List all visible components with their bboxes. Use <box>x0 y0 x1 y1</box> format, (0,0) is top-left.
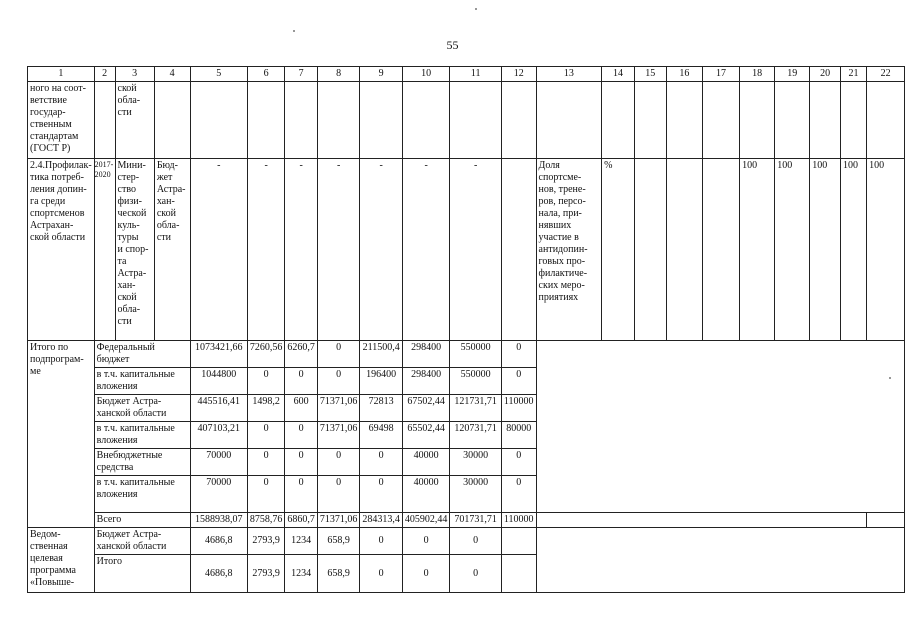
page-number: 55 <box>446 38 459 52</box>
amount-cell: 0 <box>501 341 536 368</box>
table-cell <box>402 82 450 159</box>
continuation-row <box>28 82 905 159</box>
funding-label-cell: в т.ч. капитальные вложения <box>94 368 190 395</box>
amount-cell: 284313,4 <box>360 513 403 528</box>
unit-cell: % <box>602 159 635 341</box>
amount-cell: 0 <box>402 555 450 593</box>
amount-cell: 1073421,66 <box>190 341 247 368</box>
column-header: 20 <box>810 67 841 82</box>
amount-cell: 7260,56 <box>247 341 285 368</box>
column-header: 8 <box>317 67 360 82</box>
table-cell <box>702 82 739 159</box>
amount-cell: 30000 <box>450 449 501 476</box>
measure-row-2-4 <box>28 159 905 341</box>
amount-cell: 0 <box>317 368 360 395</box>
amount-cell: 0 <box>360 449 403 476</box>
amount-cell: 0 <box>247 422 285 449</box>
amount-cell: 405902,44 <box>402 513 450 528</box>
vcp-row <box>28 528 905 555</box>
amount-cell: 298400 <box>402 368 450 395</box>
amount-cell: 0 <box>450 555 501 593</box>
amount-cell: 0 <box>317 449 360 476</box>
amount-cell: 0 <box>360 476 403 513</box>
dash-cell: - <box>285 159 318 341</box>
dash-cell: - <box>190 159 247 341</box>
column-header: 16 <box>666 67 702 82</box>
table-cell <box>154 82 190 159</box>
target-value-cell: 100 <box>840 159 866 341</box>
column-header: 9 <box>360 67 403 82</box>
amount-cell: 4686,8 <box>190 555 247 593</box>
table-cell <box>360 82 403 159</box>
amount-cell: 550000 <box>450 341 501 368</box>
amount-cell: 0 <box>402 528 450 555</box>
table-cell <box>634 159 666 341</box>
table-cell <box>501 82 536 159</box>
column-header: 18 <box>740 67 775 82</box>
column-header: 17 <box>702 67 739 82</box>
amount-cell: 407103,21 <box>190 422 247 449</box>
indicator-name-cell: Доля спортсме- нов, трене- ров, персо- нала, при- нявших участие в антидопин- говых про- филактиче- ских меро- приятиях <box>536 159 602 341</box>
scan-speck <box>475 8 477 10</box>
target-value-cell: 100 <box>740 159 775 341</box>
amount-cell: 120731,71 <box>450 422 501 449</box>
amount-cell: 0 <box>285 368 318 395</box>
column-header: 12 <box>501 67 536 82</box>
amount-cell: 30000 <box>450 476 501 513</box>
blank-area <box>536 528 904 593</box>
column-header: 6 <box>247 67 285 82</box>
amount-cell: 0 <box>360 528 403 555</box>
column-header: 21 <box>840 67 866 82</box>
funding-source-cell: Бюд- жет Астра- хан- ской обла- сти <box>154 159 190 341</box>
amount-cell: 658,9 <box>317 528 360 555</box>
dash-cell: - <box>402 159 450 341</box>
scan-speck <box>293 30 295 32</box>
amount-cell: 600 <box>285 395 318 422</box>
amount-cell: 0 <box>501 449 536 476</box>
vcp-label: Ведом- ственная целевая программа «Повыше- <box>28 528 95 593</box>
table-cell <box>317 82 360 159</box>
table-cell <box>666 82 702 159</box>
dash-cell: - <box>450 159 501 341</box>
header-row <box>28 67 905 82</box>
amount-cell: 2793,9 <box>247 528 285 555</box>
dash-cell: - <box>247 159 285 341</box>
amount-cell: 40000 <box>402 449 450 476</box>
table-cell <box>94 82 115 159</box>
amount-cell: 0 <box>285 476 318 513</box>
table-cell <box>247 82 285 159</box>
column-header: 13 <box>536 67 602 82</box>
funding-label-cell: Внебюджетные средства <box>94 449 190 476</box>
amount-cell: 298400 <box>402 341 450 368</box>
column-header: 11 <box>450 67 501 82</box>
target-value-cell: 100 <box>867 159 905 341</box>
column-header: 4 <box>154 67 190 82</box>
amount-cell: 70000 <box>190 476 247 513</box>
table-cell <box>536 82 602 159</box>
empty-cell <box>285 82 318 159</box>
subprogram-total-label: Итого по подпрограм- ме <box>28 341 95 528</box>
amount-cell: 658,9 <box>317 555 360 593</box>
subprogram-row <box>28 513 905 528</box>
dash-cell: - <box>360 159 403 341</box>
table-cell <box>602 82 635 159</box>
amount-cell: 0 <box>247 368 285 395</box>
executor-cell: ской обла- сти <box>115 82 154 159</box>
column-header: 7 <box>285 67 318 82</box>
program-table <box>27 66 905 593</box>
amount-cell: 1234 <box>285 528 318 555</box>
amount-cell: 6260,7 <box>285 341 318 368</box>
amount-cell: 69498 <box>360 422 403 449</box>
amount-cell: 0 <box>501 476 536 513</box>
table-cell <box>702 159 739 341</box>
amount-cell: 0 <box>247 449 285 476</box>
amount-cell: 0 <box>317 476 360 513</box>
amount-cell: 1498,2 <box>247 395 285 422</box>
amount-cell: 70000 <box>190 449 247 476</box>
amount-cell: 0 <box>317 341 360 368</box>
amount-cell: 550000 <box>450 368 501 395</box>
funding-label-cell: в т.ч. капитальные вложения <box>94 422 190 449</box>
target-value-cell: 100 <box>810 159 841 341</box>
amount-cell: 110000 <box>501 513 536 528</box>
amount-cell: 71371,06 <box>317 395 360 422</box>
funding-label-cell: Всего <box>94 513 190 528</box>
column-header: 10 <box>402 67 450 82</box>
column-header: 3 <box>115 67 154 82</box>
table-cell <box>775 82 810 159</box>
funding-label-cell: Итого <box>94 555 190 593</box>
amount-cell: 0 <box>285 449 318 476</box>
funding-label-cell: Бюджет Астра- ханской области <box>94 395 190 422</box>
amount-cell: 65502,44 <box>402 422 450 449</box>
amount-cell: 4686,8 <box>190 528 247 555</box>
target-value-cell: 100 <box>775 159 810 341</box>
amount-cell: 701731,71 <box>450 513 501 528</box>
column-header: 15 <box>634 67 666 82</box>
amount-cell: 72813 <box>360 395 403 422</box>
table-cell <box>634 82 666 159</box>
amount-cell: 0 <box>501 368 536 395</box>
period-cell: 2017- 2020 <box>94 159 115 341</box>
table-cell <box>740 82 775 159</box>
blank-area <box>867 513 905 528</box>
amount-cell: 0 <box>360 555 403 593</box>
amount-cell: 0 <box>247 476 285 513</box>
table-cell <box>810 82 841 159</box>
funding-label-cell: в т.ч. капитальные вложения <box>94 476 190 513</box>
measure-name-cell: 2.4.Профилак- тика потреб- ления допин- га среди спортсменов Астрахан- ской области <box>28 159 95 341</box>
amount-cell: 40000 <box>402 476 450 513</box>
column-header: 2 <box>94 67 115 82</box>
table-cell <box>450 82 501 159</box>
table-cell <box>840 82 866 159</box>
amount-cell: 121731,71 <box>450 395 501 422</box>
amount-cell: 1044800 <box>190 368 247 395</box>
amount-cell: 2793,9 <box>247 555 285 593</box>
amount-cell: 211500,4 <box>360 341 403 368</box>
amount-cell: 1588938,07 <box>190 513 247 528</box>
measure-name-cell: ного на соот- ветствие государ- ственным стандартам (ГОСТ Р) <box>28 82 95 159</box>
column-header: 14 <box>602 67 635 82</box>
table-cell <box>666 159 702 341</box>
amount-cell: 80000 <box>501 422 536 449</box>
amount-cell: 110000 <box>501 395 536 422</box>
column-header: 22 <box>867 67 905 82</box>
amount-cell: 71371,06 <box>317 422 360 449</box>
funding-label-cell: Федеральный бюджет <box>94 341 190 368</box>
funding-label-cell: Бюджет Астра- ханской области <box>94 528 190 555</box>
dash-cell: - <box>317 159 360 341</box>
amount-cell: 67502,44 <box>402 395 450 422</box>
column-header: 1 <box>28 67 95 82</box>
column-header: 19 <box>775 67 810 82</box>
amount-cell: 196400 <box>360 368 403 395</box>
subprogram-row <box>28 341 905 368</box>
table-cell <box>501 159 536 341</box>
amount-cell: 6860,7 <box>285 513 318 528</box>
table-cell <box>501 555 536 593</box>
amount-cell: 8758,76 <box>247 513 285 528</box>
amount-cell: 1234 <box>285 555 318 593</box>
amount-cell: 71371,06 <box>317 513 360 528</box>
table-cell <box>190 82 247 159</box>
blank-area <box>536 341 904 513</box>
column-header: 5 <box>190 67 247 82</box>
table-cell <box>867 82 905 159</box>
amount-cell: 445516,41 <box>190 395 247 422</box>
amount-cell: 0 <box>450 528 501 555</box>
blank-area <box>536 513 867 528</box>
executor-cell: Мини- стер- ство физи- ческой куль- туры и спор- та Астра- хан- ской обла- сти <box>115 159 154 341</box>
amount-cell: 0 <box>285 422 318 449</box>
table-cell <box>501 528 536 555</box>
